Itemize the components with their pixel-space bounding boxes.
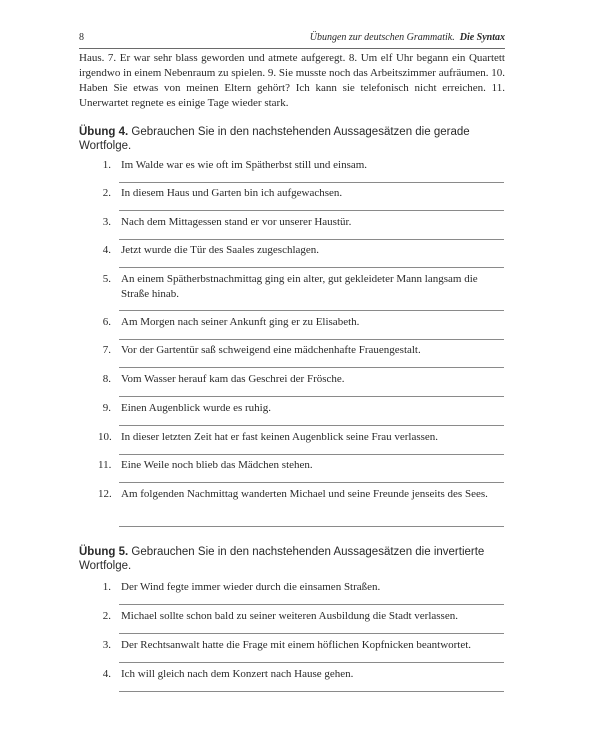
item-number: 2. — [102, 187, 111, 199]
exercise-4-heading — [79, 125, 505, 153]
item-number: 12. — [98, 488, 112, 500]
item-sentence: Eine Weile noch blieb das Mädchen stehen. — [121, 459, 313, 471]
answer-line[interactable] — [119, 396, 504, 397]
item-sentence: Der Rechtsanwalt hatte die Frage mit einem höflichen Kopfnicken beantwortet. — [121, 639, 472, 651]
running-header — [79, 32, 505, 49]
item-number: 1. — [102, 159, 111, 171]
exercise-4-label: Übung 4. — [79, 126, 129, 138]
answer-line[interactable] — [119, 662, 504, 663]
answer-line[interactable] — [119, 182, 504, 183]
item-number: 3. — [102, 216, 111, 228]
answer-line[interactable] — [119, 239, 504, 240]
answer-line[interactable] — [119, 526, 504, 527]
item-sentence: Ich will gleich nach dem Konzert nach Hause gehen. — [121, 668, 354, 680]
item-number: 5. — [102, 273, 111, 285]
item-sentence: Einen Augenblick wurde es ruhig. — [121, 402, 271, 414]
answer-line[interactable] — [119, 691, 504, 692]
item-sentence: In diesem Haus und Garten bin ich aufgewachsen. — [121, 187, 343, 199]
exercise-5-heading — [79, 545, 505, 573]
chapter-title: Die Syntax — [459, 32, 505, 43]
item-sentence: In dieser letzten Zeit hat er fast keinen Augenblick seine Frau verlassen. — [121, 431, 439, 443]
item-number: 8. — [102, 373, 111, 385]
item-sentence: Michael sollte schon bald zu seiner weiteren Ausbildung die Stadt verlassen. — [121, 610, 458, 622]
item-number: 9. — [102, 402, 111, 414]
item-number: 2. — [102, 610, 111, 622]
answer-line[interactable] — [119, 339, 504, 340]
exercise-4-instruction: Gebrauchen Sie in den nachstehenden Aussagesätzen die gerade Wortfolge. — [79, 126, 470, 152]
answer-line[interactable] — [119, 454, 504, 455]
item-sentence: Vor der Gartentür saß schweigend eine mädchenhafte Frauengestalt. — [121, 344, 421, 356]
answer-line[interactable] — [119, 482, 504, 483]
item-number: 1. — [102, 581, 111, 593]
answer-line[interactable] — [119, 310, 504, 311]
answer-line[interactable] — [119, 267, 504, 268]
item-sentence: Jetzt wurde die Tür des Saales zugeschlagen. — [121, 244, 320, 256]
item-sentence: Am Morgen nach seiner Ankunft ging er zu Elisabeth. — [121, 316, 360, 328]
item-sentence: Der Wind fegte immer wieder durch die einsamen Straßen. — [121, 581, 381, 593]
item-sentence: An einem Spätherbstnachmittag ging ein alter, gut gekleideter Mann langsam die Straße hinab. — [121, 273, 478, 300]
item-number: 7. — [102, 344, 111, 356]
page-number: 8 — [79, 32, 84, 43]
item-sentence: Nach dem Mittagessen stand er vor unserer Haustür. — [121, 216, 352, 228]
continuation-paragraph: Haus. 7. Er war sehr blass geworden und atmete aufgeregt. 8. Um elf Uhr begann ein Quartett irgendwo in einem Nebenraum zu spielen. 9. Sie musste noch das Arbeitszimmer aufräumen. 10. Haben Sie etwas von meinen Eltern gehört? Ich kann sie telefonisch nicht erreichen. 11. Unerwartet regnete es einige Tage wieder stark. — [79, 52, 505, 109]
running-title — [310, 32, 505, 43]
item-sentence: Im Walde war es wie oft im Spätherbst still und einsam. — [121, 159, 368, 171]
answer-line[interactable] — [119, 633, 504, 634]
item-number: 4. — [102, 244, 111, 256]
item-sentence: Am folgenden Nachmittag wanderten Michael und seine Freunde jenseits des Sees. — [121, 488, 488, 500]
item-number: 11. — [98, 459, 112, 471]
exercise-5-label: Übung 5. — [79, 546, 129, 558]
item-number: 3. — [102, 639, 111, 651]
answer-line[interactable] — [119, 425, 504, 426]
answer-line[interactable] — [119, 367, 504, 368]
item-number: 10. — [98, 431, 112, 443]
answer-line[interactable] — [119, 604, 504, 605]
item-number: 4. — [102, 668, 111, 680]
book-title: Übungen zur deutschen Grammatik. — [309, 32, 455, 43]
item-number: 6. — [102, 316, 111, 328]
answer-line[interactable] — [119, 210, 504, 211]
exercise-5-instruction: Gebrauchen Sie in den nachstehenden Aussagesätzen die invertierte Wortfolge. — [79, 546, 485, 572]
item-sentence: Vom Wasser herauf kam das Geschrei der Frösche. — [121, 373, 345, 385]
